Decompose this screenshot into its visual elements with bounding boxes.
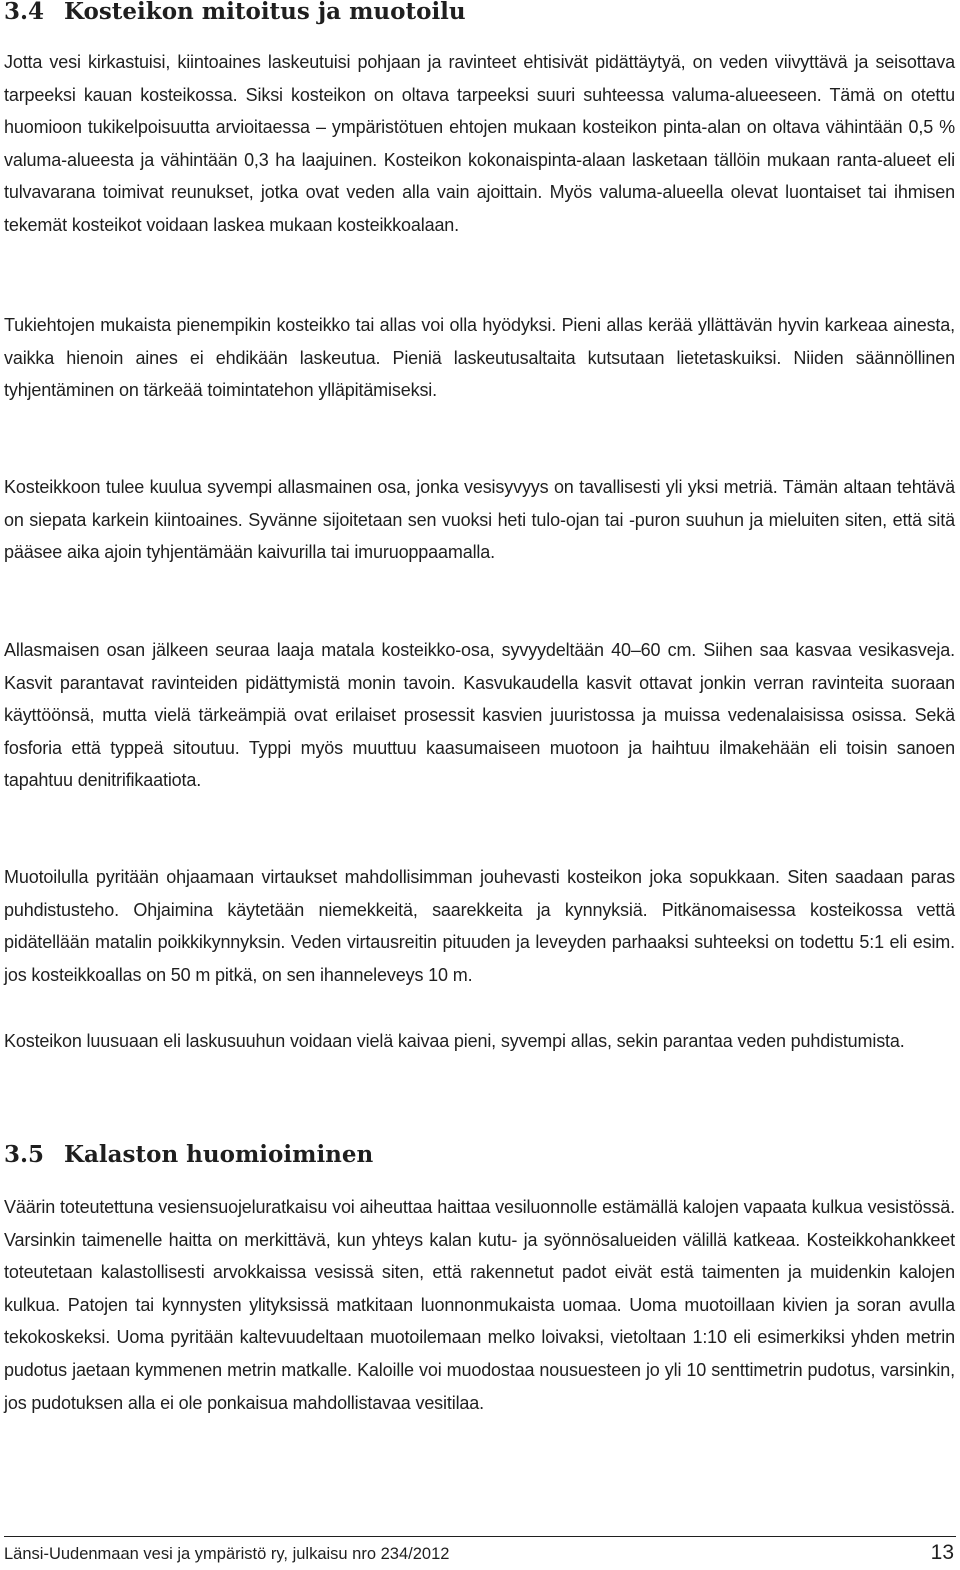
paragraph-shaping: Muotoilulla pyritään ohjaamaan virtaukset mahdollisimman jouhevasti kosteikon joka sopukkaan. Siten saadaan paras puhdistusteho. Ohjaimina käytetään niemekkeitä, saarekkeita ja kynnyksiä. Pitkänomaisessa kosteikossa vettä pidätellään matalin poikkikynnyksin. Veden virtausreitin pituuden ja leveyden parhaaksi suhteeksi on todettu 5:1 eli esim. jos kosteikkoallas on 50 m pitkä, on sen ihanneleveys 10 m. — [4, 867, 955, 985]
section-heading-3-5 — [4, 1141, 373, 1168]
paragraph-deep-basin: Kosteikkoon tulee kuulua syvempi allasmainen osa, jonka vesisyvyys on tavallisesti yli yksi metriä. Tämän altaan tehtävä on siepata karkein kiintoaines. Syvänne sijoitetaan sen vuoksi heti tulo-ojan tai -puron suuhun ja mieluiten siten, että sitä pääsee aika ajoin tyhjentämään kaivurilla tai imuruoppaamalla. — [4, 477, 955, 563]
footer-divider — [4, 1536, 956, 1537]
paragraph-small-basin: Tukiehtojen mukaista pienempikin kosteikko tai allas voi olla hyödyksi. Pieni allas kerää yllättävän hyvin karkeaa ainesta, vaikka hienoin aines ei ehdikään laskeutua. Pieniä laskeutusaltaita kutsutaan lietetaskuiksi. Niiden säännöllinen tyhjentäminen on tärkeää toimintatehon ylläpitämiseksi. — [4, 315, 955, 401]
section-title: Kalaston huomioiminen — [64, 1141, 374, 1168]
section-number: 3.4 — [4, 0, 45, 25]
section-title: Kosteikon mitoitus ja muotoilu — [64, 0, 466, 25]
section-heading-3-4 — [4, 0, 466, 25]
paragraph-fish-passage: Väärin toteutettuna vesiensuojeluratkaisu voi aiheuttaa haittaa vesiluonnolle estämällä kalojen vapaata kulkua vesistössä. Varsinkin taimenelle haitta on merkittävä, kun yhteys kalan kutu- ja syönnösalueiden välillä katkeaa. Kosteikkohankkeet toteutetaan kalastollisesti arvokkaissa vesissä siten, että rakennetut padot eivät estä taimenten ja muidenkin kalojen kulkua. Patojen tai kynnysten ylityksissä matkitaan luonnonmukaista uomaa. Uoma muotoillaan kivien ja soran avulla tekokoskeksi. Uoma pyritään kaltevuudeltaan muotoilemaan melko loivaksi, vietoltaan 1:10 eli esimerkiksi yhden metrin pudotus jaetaan kymmenen metrin matkalle. Kaloille voi muodostaa nousuesteen jo yli 10 senttimetrin pudotus, varsinkin, jos pudotuksen alla ei ole ponkaisua mahdollistavaa vesitilaa. — [4, 1197, 955, 1413]
paragraph-shallow-zone: Allasmaisen osan jälkeen seuraa laaja matala kosteikko-osa, syvyydeltään 40–60 cm. Siihen saa kasvaa vesikasveja. Kasvit parantavat ravinteiden pidättymistä monin tavoin. Kasvukaudella kasvit ottavat jonkin verran ravinteita suoraan käyttöönsä, mutta vielä tärkeämpiä ovat erilaiset prosessit kasvien juuristossa ja muissa vedenalaisissa osissa. Sekä fosforia että typpeä sitoutuu. Typpi myös muuttuu kaasumaiseen muotoon ja haihtuu ilmakehään eli toisin sanoen tapahtuu denitrifikaatiota. — [4, 640, 955, 791]
paragraph-outlet-basin: Kosteikon luusuaan eli laskusuuhun voidaan vielä kaivaa pieni, syvempi allas, sekin parantaa veden puhdistumista. — [4, 1031, 905, 1051]
page-number: 13 — [930, 1541, 954, 1564]
paragraph-sizing: Jotta vesi kirkastuisi, kiintoaines laskeutuisi pohjaan ja ravinteet ehtisivät pidättäytyä, on veden viivyttävä ja seisottava tarpeeksi kauan kosteikossa. Siksi kosteikon on oltava tarpeeksi suuri suhteessa valuma-alueeseen. Tämä on otettu huomioon tukikelpoisuutta arvioitaessa – ympäristötuen ehtojen mukaan kosteikon pinta-alan on oltava vähintään 0,5 % valuma-alueesta ja vähintään 0,3 ha laajuinen. Kosteikon kokonaispinta-alaan lasketaan tällöin mukaan ranta-alueet eli tulvavarana toimivat reunukset, jotka ovat veden alla vain ajoittain. Myös valuma-alueella olevat luontaiset tai ihmisen tekemät kosteikot voidaan laskea mukaan kosteikkoalaan. — [4, 52, 955, 235]
footer-publication: Länsi-Uudenmaan vesi ja ympäristö ry, julkaisu nro 234/2012 — [4, 1545, 450, 1563]
section-number: 3.5 — [4, 1141, 45, 1168]
